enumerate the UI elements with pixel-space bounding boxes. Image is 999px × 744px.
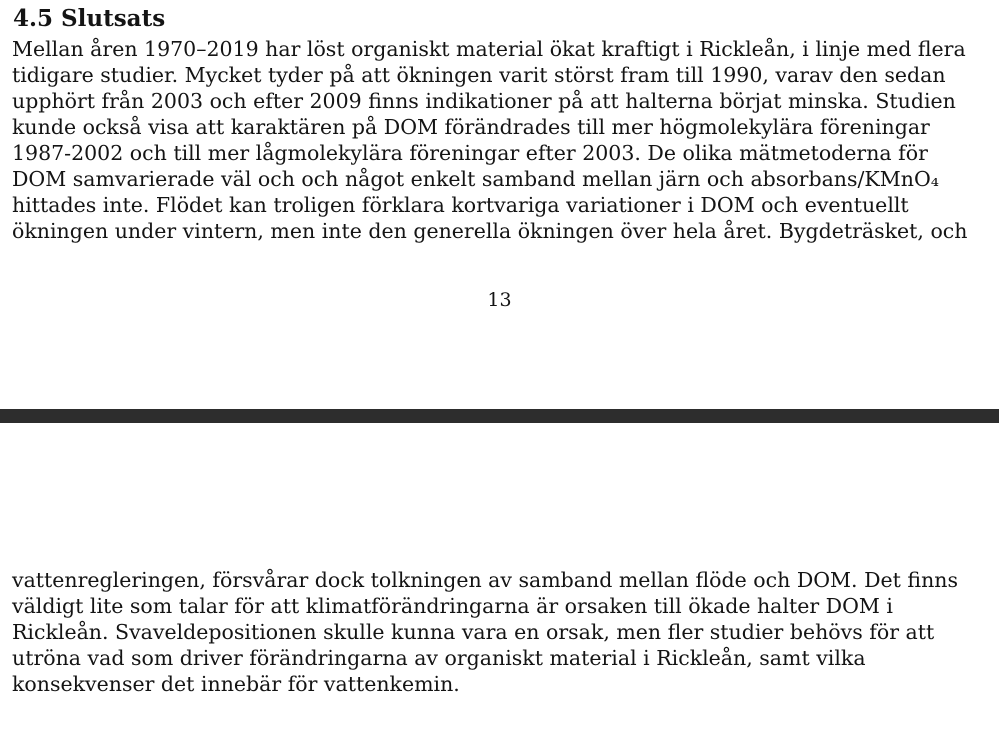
conclusion-paragraph-page14 — [12, 567, 999, 697]
text-line: konsekvenser det innebär för vattenkemin. — [12, 672, 460, 696]
text-line: Mellan åren 1970–2019 har löst organiskt material ökat kraftigt i Rickleån, i linje med flera — [12, 37, 966, 61]
text-line: 1987-2002 och till mer lågmolekylära föreningar efter 2003. De olika mätmetoderna för — [12, 141, 928, 165]
text-line: ökningen under vintern, men inte den generella ökningen över hela året. Bygdeträsket, och — [12, 219, 968, 243]
conclusion-paragraph-page13 — [12, 36, 999, 244]
section-heading: 4.5 Slutsats — [13, 5, 166, 32]
text-line: tidigare studier. Mycket tyder på att ökningen varit störst fram till 1990, varav den sedan — [12, 63, 946, 87]
text-line: hittades inte. Flödet kan troligen förklara kortvariga variationer i DOM och eventuellt — [12, 193, 909, 217]
text-line: utröna vad som driver förändringarna av organiskt material i Rickleån, samt vilka — [12, 646, 866, 670]
text-line: upphört från 2003 och efter 2009 finns indikationer på att halterna börjat minska. Studien — [12, 89, 956, 113]
page-number: 13 — [487, 289, 512, 311]
text-line: DOM samvarierade väl och och något enkelt samband mellan järn och absorbans/KMnO₄ — [12, 167, 939, 191]
text-line: kunde också visa att karaktären på DOM förändrades till mer högmolekylära föreningar — [12, 115, 930, 139]
text-line: vattenregleringen, försvårar dock tolkningen av samband mellan flöde och DOM. Det finns — [12, 568, 959, 592]
text-line: Rickleån. Svaveldepositionen skulle kunna vara en orsak, men fler studier behövs för att — [12, 620, 935, 644]
page-separator-bar — [0, 409, 999, 423]
text-line: väldigt lite som talar för att klimatförändringarna är orsaken till ökade halter DOM i — [12, 594, 893, 618]
